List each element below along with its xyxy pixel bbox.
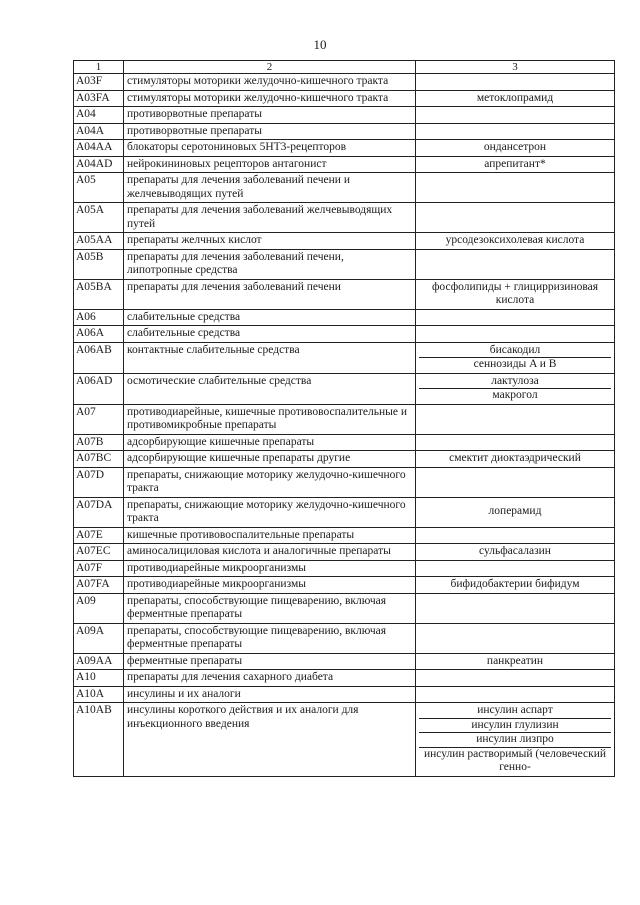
atc-code-cell: A06AB [74,342,124,373]
atc-code-cell: A05BA [74,279,124,309]
drug-name-cell [416,156,615,173]
atc-code-cell: A04AA [74,140,124,157]
atc-code-cell: A07D [74,467,124,497]
atc-code-cell: A05A [74,203,124,233]
atc-code-cell: A05AA [74,233,124,250]
group-name-cell: стимуляторы моторики желудочно-кишечного тракта [124,74,416,91]
drug-name-cell [416,140,615,157]
atc-code-cell: A10AB [74,703,124,777]
medication-registry-table [73,60,615,777]
group-name-cell: инсулины короткого действия и их аналоги для инъекционного введения [124,703,416,777]
drug-name-cell [416,107,615,124]
table-row [74,90,615,107]
table-row [74,326,615,343]
column-header-2: 2 [124,61,416,74]
drug-name-cell [416,703,615,777]
group-name-cell: инсулины и их аналоги [124,686,416,703]
drug-name-cell [416,309,615,326]
atc-code-cell: A10A [74,686,124,703]
drug-name-cell [416,577,615,594]
atc-code-cell: A04 [74,107,124,124]
group-name-cell: слабительные средства [124,309,416,326]
atc-code-cell: A03FA [74,90,124,107]
drug-name: лоперамид [488,505,542,518]
group-name-cell: препараты желчных кислот [124,233,416,250]
drug-name-cell [416,249,615,279]
drug-name-cell [416,467,615,497]
atc-code-cell: A04A [74,123,124,140]
table-row [74,373,615,404]
table-row [74,451,615,468]
drug-name: апрепитант* [484,157,546,170]
group-name-cell: препараты для лечения заболеваний печени [124,279,416,309]
atc-code-cell: A09 [74,593,124,623]
atc-code-cell: A10 [74,670,124,687]
group-name-cell: противодиарейные, кишечные противовоспалительные и противомикробные препараты [124,404,416,434]
atc-code-cell: A07BC [74,451,124,468]
table-row [74,404,615,434]
atc-code-cell: A07B [74,434,124,451]
table-row [74,467,615,497]
group-name-cell: препараты для лечения заболеваний печени, липотропные средства [124,249,416,279]
drug-name: инсулин лизпро [419,733,611,748]
table-row [74,593,615,623]
drug-name: сеннозиды A и B [473,358,557,370]
group-name-cell: адсорбирующие кишечные препараты [124,434,416,451]
atc-code-cell: A06 [74,309,124,326]
group-name-cell: препараты, снижающие моторику желудочно-кишечного тракта [124,467,416,497]
group-name-cell: противорвотные препараты [124,123,416,140]
table-row [74,703,615,777]
group-name-cell: препараты для лечения заболеваний печени и желчевыводящих путей [124,173,416,203]
drug-name-cell [416,434,615,451]
table-row [74,74,615,91]
group-name-cell: стимуляторы моторики желудочно-кишечного тракта [124,90,416,107]
drug-name-cell [416,593,615,623]
drug-name-cell [416,670,615,687]
drug-name-cell [416,686,615,703]
drug-name: метоклопрамид [476,91,554,104]
atc-code-cell: A07DA [74,497,124,527]
table-row [74,527,615,544]
drug-name: лактулоза [419,375,611,390]
table-row [74,140,615,157]
drug-name-cell [416,497,615,527]
drug-name-cell [416,233,615,250]
group-name-cell: блокаторы серотониновых 5HT3-рецепторов [124,140,416,157]
group-name-cell: нейрокининовых рецепторов антагонист [124,156,416,173]
table-row [74,123,615,140]
table-body [74,74,615,777]
drug-name-cell [416,527,615,544]
drug-name-cell [416,279,615,309]
table-row [74,342,615,373]
drug-name-cell [416,544,615,561]
table-row [74,670,615,687]
drug-name-cell [416,373,615,404]
table-row [74,233,615,250]
atc-code-cell: A09AA [74,653,124,670]
table-row [74,279,615,309]
table-row [74,497,615,527]
table-row [74,544,615,561]
atc-code-cell: A09A [74,623,124,653]
group-name-cell: препараты, способствующие пищеварению, включая ферментные препараты [124,623,416,653]
drug-name: панкреатин [486,654,544,667]
group-name-cell: ферментные препараты [124,653,416,670]
drug-name-cell [416,173,615,203]
drug-name-cell [416,90,615,107]
drug-name: бифидобактерии бифидум [450,578,580,590]
table-row [74,156,615,173]
group-name-cell: адсорбирующие кишечные препараты другие [124,451,416,468]
group-name-cell: осмотические слабительные средства [124,373,416,404]
drug-name-cell [416,74,615,91]
drug-name: инсулин растворимый (человеческий генно- [423,747,606,773]
atc-code-cell: A06AD [74,373,124,404]
drug-name-cell [416,560,615,577]
table-row [74,309,615,326]
group-name-cell: кишечные противовоспалительные препараты [124,527,416,544]
column-header-1: 1 [74,61,124,74]
table-row [74,623,615,653]
page-number: 10 [313,37,327,52]
drug-name: фосфолипиды + глицирризиновая кислота [431,280,599,306]
drug-name-cell [416,451,615,468]
column-header-3: 3 [416,61,615,74]
drug-name-cell [416,404,615,434]
group-name-cell: контактные слабительные средства [124,342,416,373]
group-name-cell: аминосалициловая кислота и аналогичные препараты [124,544,416,561]
drug-name-cell [416,123,615,140]
table-row [74,434,615,451]
group-name-cell: препараты, способствующие пищеварению, включая ферментные препараты [124,593,416,623]
drug-name: инсулин глулизин [419,719,611,734]
drug-name: макрогол [492,389,538,401]
atc-code-cell: A06A [74,326,124,343]
table-row [74,653,615,670]
drug-name-cell [416,326,615,343]
atc-code-cell: A03F [74,74,124,91]
atc-code-cell: A07F [74,560,124,577]
table-row [74,577,615,594]
table-row [74,686,615,703]
table-row [74,560,615,577]
atc-code-cell: A07E [74,527,124,544]
drug-name: инсулин аспарт [419,704,611,719]
table-row [74,249,615,279]
drug-name-cell [416,342,615,373]
table-row [74,203,615,233]
table-row [74,107,615,124]
group-name-cell: препараты для лечения заболеваний желчевыводящих путей [124,203,416,233]
group-name-cell: препараты для лечения сахарного диабета [124,670,416,687]
group-name-cell: препараты, снижающие моторику желудочно-кишечного тракта [124,497,416,527]
drug-name: урсодезоксихолевая кислота [445,234,585,246]
group-name-cell: противодиарейные микроорганизмы [124,560,416,577]
table-header-row [74,61,615,74]
atc-code-cell: A07FA [74,577,124,594]
atc-code-cell: A04AD [74,156,124,173]
group-name-cell: слабительные средства [124,326,416,343]
drug-name: ондансетрон [483,141,547,153]
table-row [74,173,615,203]
drug-name: смектит диоктаэдрический [449,452,581,464]
atc-code-cell: A07EC [74,544,124,561]
group-name-cell: противодиарейные микроорганизмы [124,577,416,594]
atc-code-cell: A05 [74,173,124,203]
drug-name-cell [416,653,615,670]
atc-code-cell: A07 [74,404,124,434]
atc-code-cell: A05B [74,249,124,279]
drug-name: бисакодил [419,344,611,359]
drug-name-cell [416,203,615,233]
drug-name-cell [416,623,615,653]
drug-name: сульфасалазин [479,545,551,557]
group-name-cell: противорвотные препараты [124,107,416,124]
